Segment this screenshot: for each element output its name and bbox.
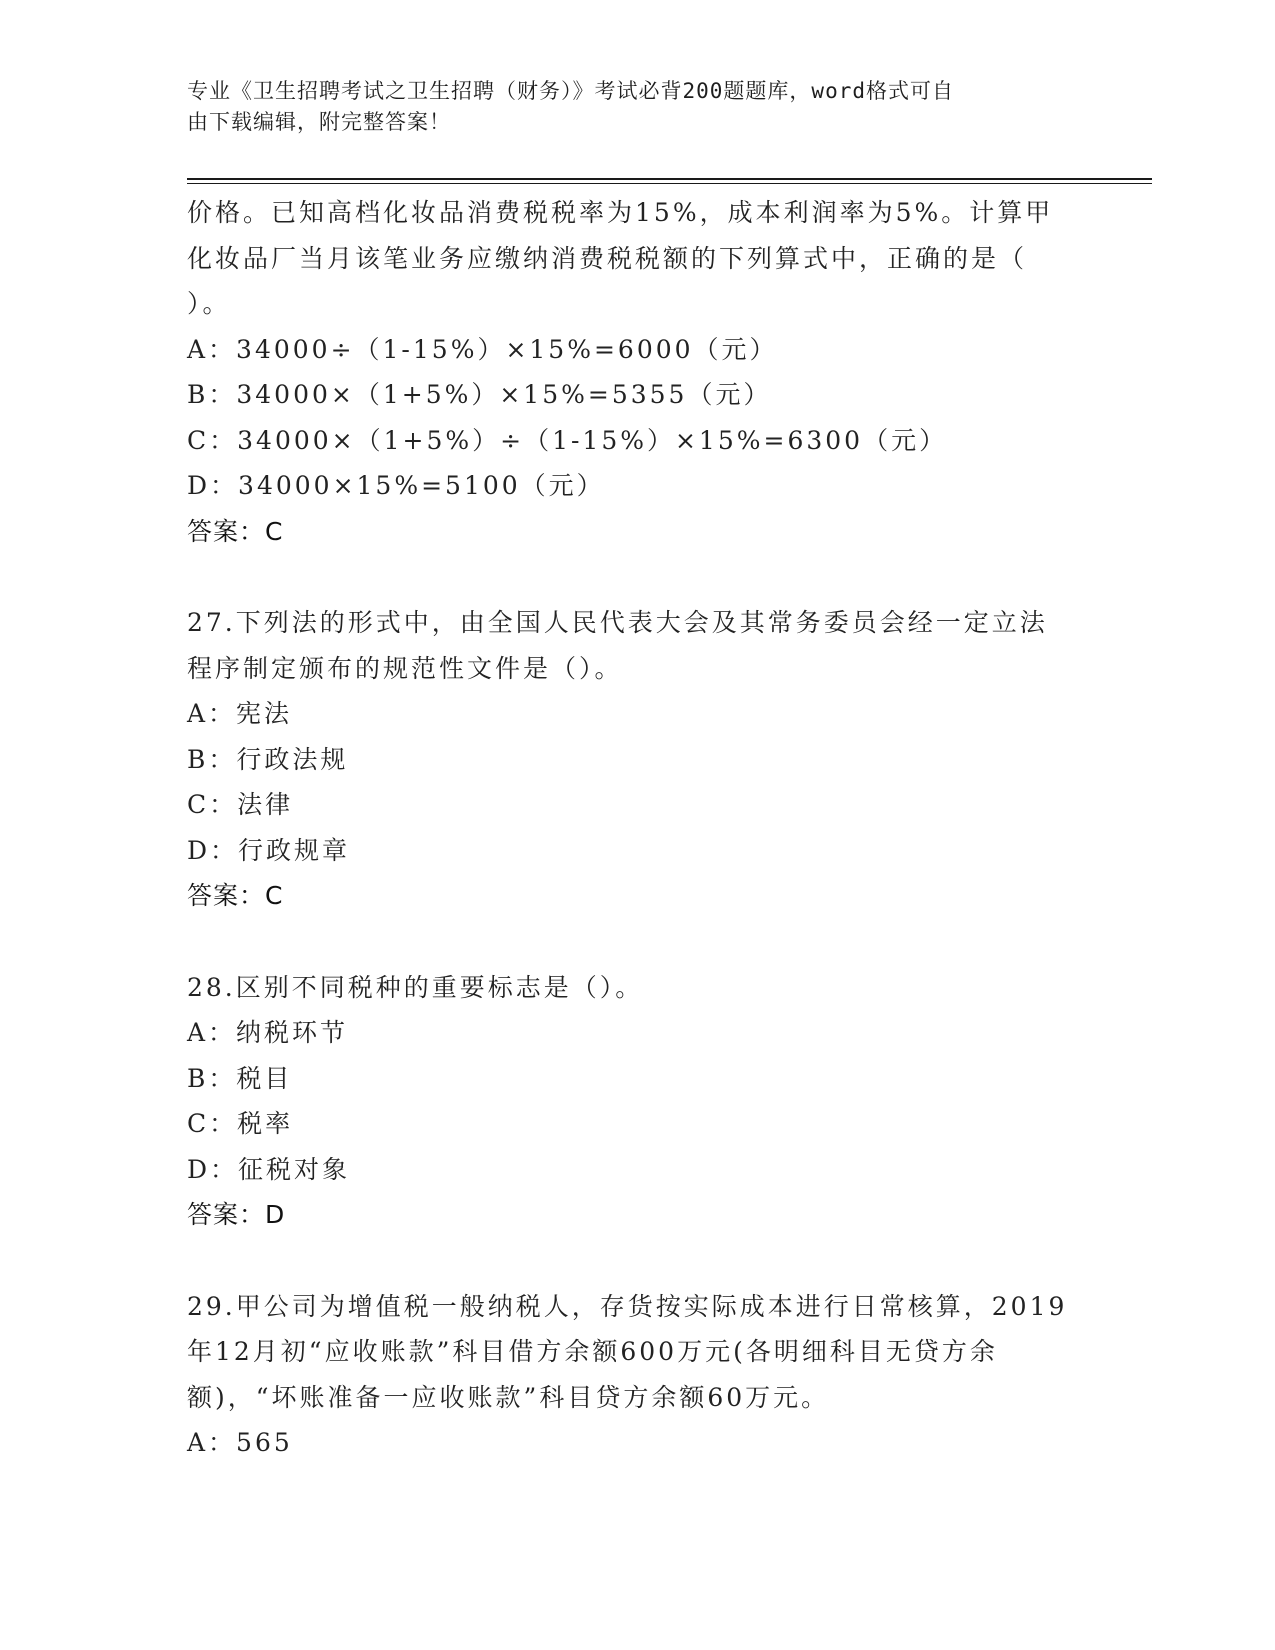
option-d: D：征税对象 [187, 1154, 351, 1184]
option-a: A：565 [187, 1428, 293, 1457]
spacer [187, 919, 1087, 965]
question-stem-line: 29.甲公司为增值税一般纳税人，存货按实际成本进行日常核算，2019 [187, 1291, 1068, 1321]
question-29 [187, 1284, 1087, 1466]
option-a: A：纳税环节 [187, 1018, 349, 1047]
option-b: B：税目 [187, 1063, 293, 1093]
question-content [187, 190, 1087, 1466]
question-stem-line: 27.下列法的形式中，由全国人民代表大会及其常务委员会经一定立法 [187, 608, 1048, 637]
question-26 [187, 190, 1087, 554]
header-line-2: 由下载编辑，附完整答案！ [187, 110, 451, 134]
header-divider-thin [187, 183, 1152, 184]
option-a: A：34000÷（1-15%）×15%=6000（元） [187, 334, 778, 364]
question-stem-line: 价格。已知高档化妆品消费税税率为15%，成本利润率为5%。计算甲 [187, 198, 1054, 227]
question-stem-line: 程序制定颁布的规范性文件是（）。 [187, 653, 623, 683]
option-a: A：宪法 [187, 699, 293, 728]
option-c: C：法律 [187, 790, 294, 819]
answer-line: 答案：C [187, 881, 284, 910]
spacer [187, 1238, 1087, 1284]
question-stem-line: 化妆品厂当月该笔业务应缴纳消费税税额的下列算式中，正确的是（ [187, 243, 1028, 273]
question-stem-line: 额)，“坏账准备一应收账款”科目贷方余额60万元。 [187, 1382, 830, 1412]
question-stem-line: 28.区别不同税种的重要标志是（）。 [187, 972, 644, 1002]
option-b: B：行政法规 [187, 744, 349, 774]
question-stem-line: 年12月初“应收账款”科目借方余额600万元(各明细科目无贷方余 [187, 1337, 998, 1366]
option-c: C：34000×（1+5%）÷（1-15%）×15%=6300（元） [187, 425, 948, 455]
option-b: B：34000×（1+5%）×15%=5355（元） [187, 380, 772, 409]
answer-line: 答案：C [187, 516, 284, 546]
question-27 [187, 600, 1087, 919]
answer-line: 答案：D [187, 1200, 286, 1229]
page-header [187, 76, 1077, 138]
option-d: D：行政规章 [187, 835, 351, 865]
spacer [187, 554, 1087, 600]
question-stem-line: ）。 [187, 289, 231, 318]
option-c: C：税率 [187, 1109, 294, 1138]
header-line-1: 专业《卫生招聘考试之卫生招聘（财务）》考试必背200题题库，word格式可自 [187, 79, 954, 103]
question-28 [187, 965, 1087, 1238]
header-divider-thick [187, 178, 1152, 180]
option-d: D：34000×15%=5100（元） [187, 471, 605, 500]
